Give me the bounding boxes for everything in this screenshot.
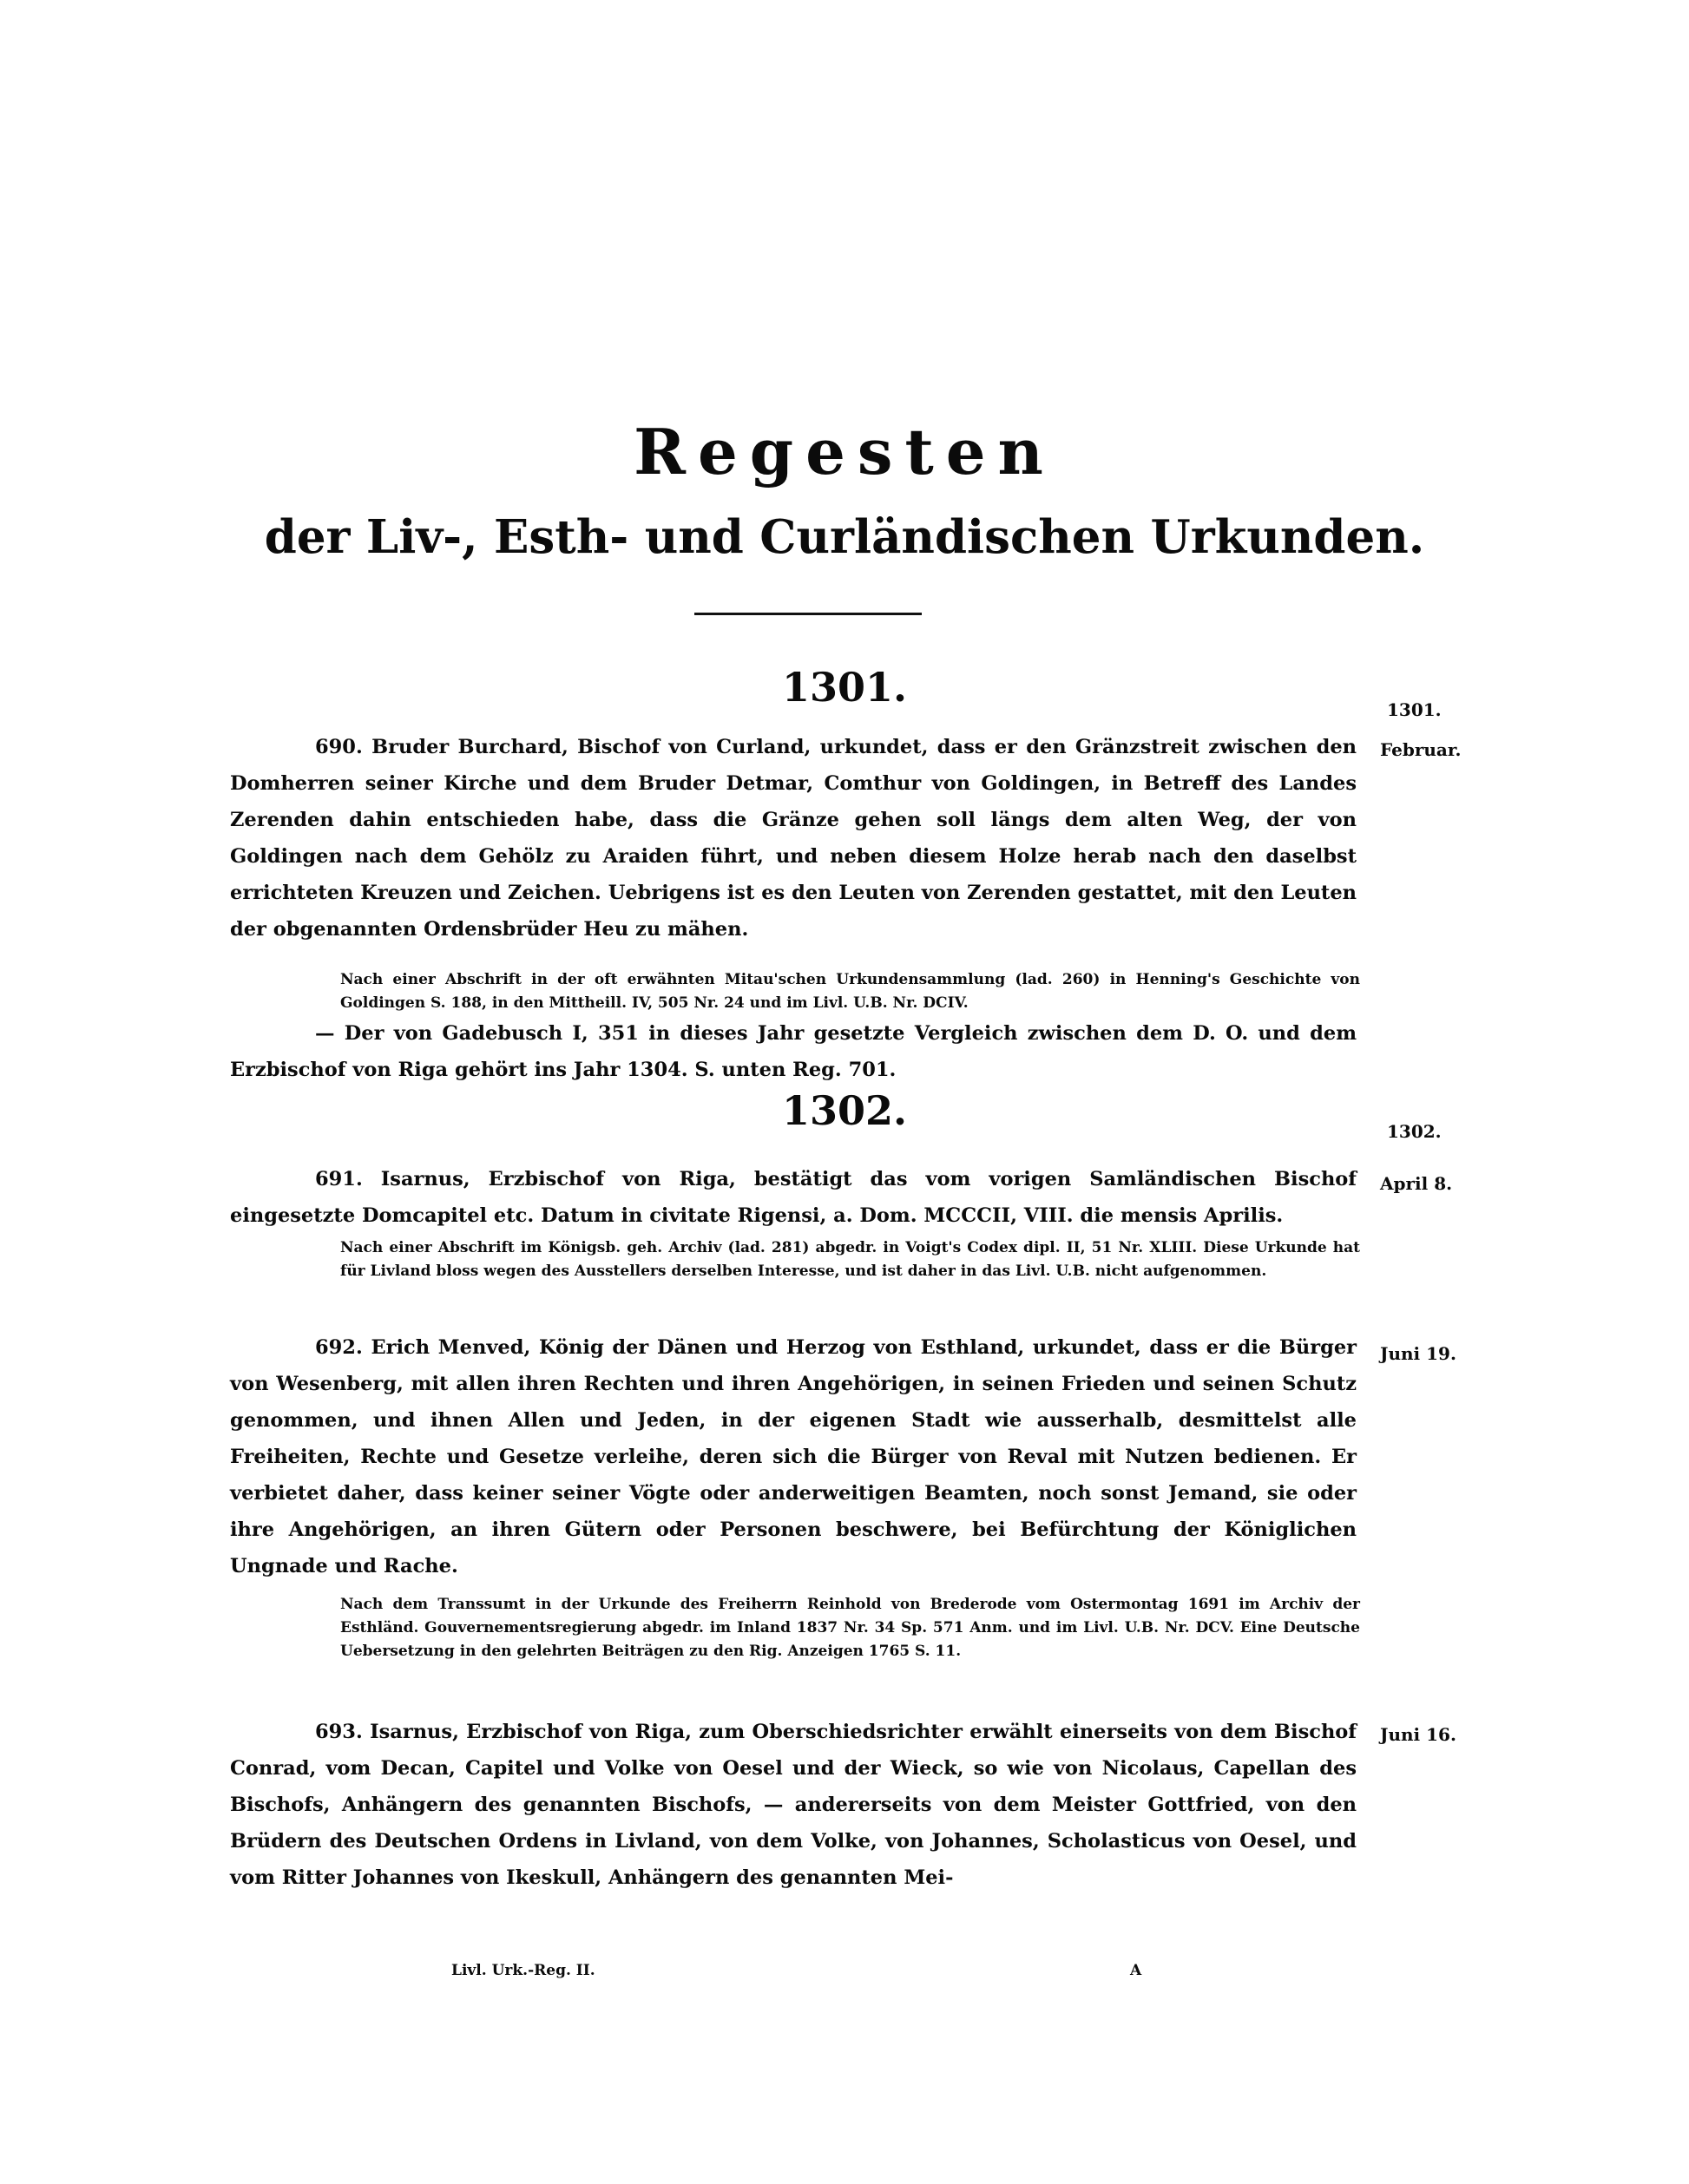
footer-signature: Livl. Urk.-Reg. II.: [451, 1962, 595, 1979]
margin-date-692: Juni 19.: [1380, 1343, 1456, 1364]
year-heading-1302: 1302.: [781, 1087, 908, 1134]
regest-692-note: Nach dem Transsumt in der Urkunde des Freiherrn Reinhold von Brederode vom Ostermontag 1691 im Archiv der Esthländ. Gouvernementsregierung abgedr. im Inland 1837 Nr. 34 Sp. 571 Anm. und im Livl. U.B. Nr. DCV. Eine Deutsche Uebersetzung in den gelehrten Beiträgen zu den Rig. Anzeigen 1765 S. 11.: [340, 1596, 1360, 1660]
margin-year-1301: 1301.: [1387, 699, 1442, 720]
regest-690-note: Nach einer Abschrift in der oft erwähnten Mitau'schen Urkundensammlung (lad. 260) in Henning's Geschichte von Goldingen S. 188, in den Mittheill. IV, 505 Nr. 24 und im Livl. U.B. Nr. DCIV.: [340, 971, 1360, 1012]
footer-sheet-mark: A: [1130, 1962, 1142, 1979]
margin-date-691: April 8.: [1380, 1173, 1453, 1194]
regest-691-note: Nach einer Abschrift im Königsb. geh. Archiv (lad. 281) abgedr. in Voigt's Codex dipl. II, 51 Nr. XLIII. Diese Urkunde hat für Livland bloss wegen des Ausstellers derselben Interesse, und ist daher in das Livl. U.B. nicht aufgenommen.: [340, 1239, 1360, 1280]
margin-date-690: Februar.: [1380, 739, 1462, 760]
page-subtitle: der Liv-, Esth- und Curländischen Urkunden.: [264, 510, 1425, 564]
title-rule: [694, 613, 922, 615]
regest-692-text: 692. Erich Menved, König der Dänen und Herzog von Esthland, urkundet, dass er die Bürger von Wesenberg, mit allen ihren Rechten und ihren Angehörigen, in seinen Frieden und seinen Schutz genommen, und ihnen Allen und Jeden, in der eigenen Stadt wie ausserhalb, desmittelst alle Freiheiten, Rechte und Gesetze verleihe, deren sich die Bürger von Reval mit Nutzen bedienen. Er verbietet daher, dass keiner seiner Vögte oder anderweitigen Beamten, noch sonst Jemand, sie oder ihre Angehörigen, an ihren Gütern oder Personen beschwere, bei Befürchtung der Königlichen Ungnade und Rache.: [230, 1336, 1357, 1577]
regest-690-text: 690. Bruder Burchard, Bischof von Curland, urkundet, dass er den Gränzstreit zwischen den Domherren seiner Kirche und dem Bruder Detmar, Comthur von Goldingen, in Betreff des Landes Zerenden dahin entschieden habe, dass die Gränze gehen soll längs dem alten Weg, der von Goldingen nach dem Gehölz zu Araiden führt, und neben diesem Holze herab nach den daselbst errichteten Kreuzen und Zeichen. Uebrigens ist es den Leuten von Zerenden gestattet, mit den Leuten der obgenannten Ordensbrüder Heu zu mähen.: [230, 736, 1357, 941]
page-title: Regesten: [634, 415, 1055, 489]
margin-year-1302: 1302.: [1387, 1121, 1442, 1142]
regest-693-text: 693. Isarnus, Erzbischof von Riga, zum Oberschiedsrichter erwählt einerseits von dem Bischof Conrad, vom Decan, Capitel und Volke von Oesel und der Wieck, so wie von Nicolaus, Capellan des Bischofs, Anhängern des genannten Bischofs, — andererseits von dem Meister Gottfried, von den Brüdern des Deutschen Ordens in Livland, von dem Volke, von Johannes, Scholasticus von Oesel, und vom Ritter Johannes von Ikeskull, Anhängern des genannten Mei-: [230, 1721, 1357, 1889]
year-heading-1301: 1301.: [781, 664, 908, 711]
margin-date-693: Juni 16.: [1380, 1724, 1456, 1745]
regest-691-text: 691. Isarnus, Erzbischof von Riga, bestätigt das vom vorigen Samländischen Bischof eingesetzte Domcapitel etc. Datum in civitate Rigensi, a. Dom. MCCCII, VIII. die mensis Aprilis.: [230, 1168, 1357, 1227]
remark-1301: — Der von Gadebusch I, 351 in dieses Jahr gesetzte Vergleich zwischen dem D. O. und dem Erzbischof von Riga gehört ins Jahr 1304. S. unten Reg. 701.: [230, 1022, 1357, 1081]
